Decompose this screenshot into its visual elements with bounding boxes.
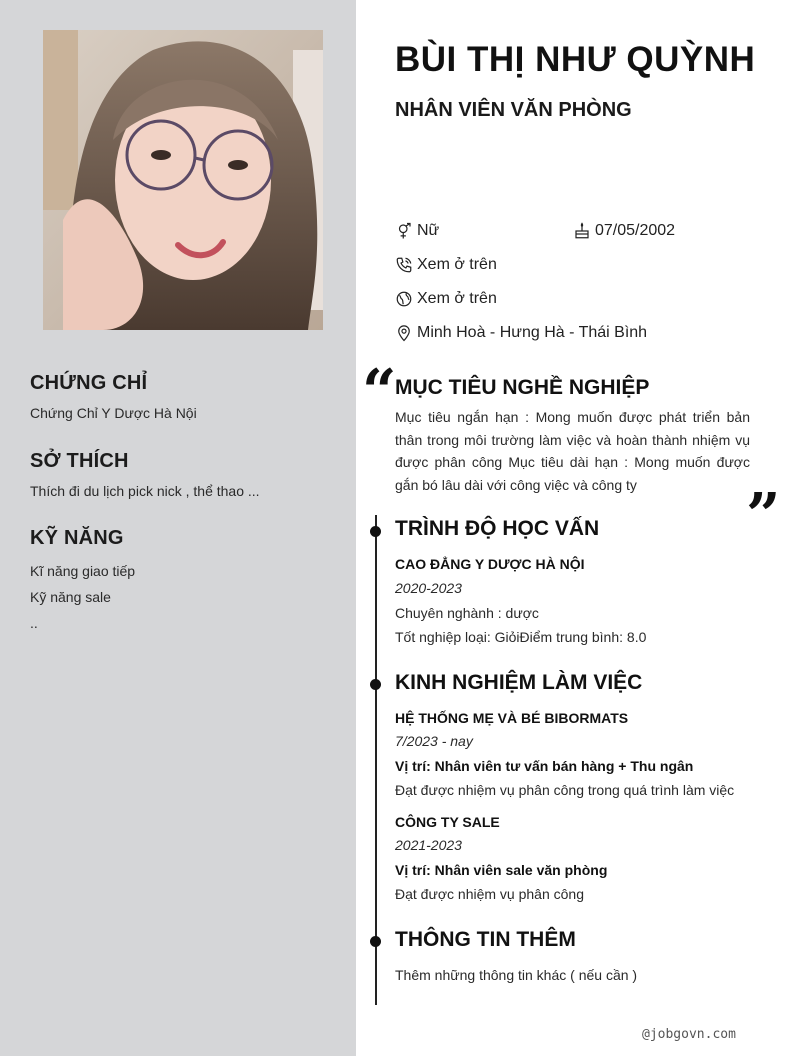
full-name: BÙI THỊ NHƯ QUỲNH [395, 40, 756, 79]
globe-icon [395, 290, 413, 308]
timeline-dot [370, 936, 381, 947]
certificates-text: Chứng Chỉ Y Dược Hà Nội [30, 405, 197, 421]
phone-icon [395, 256, 413, 274]
gender-icon [395, 222, 413, 240]
job-period: 7/2023 - nay [395, 733, 473, 749]
job-company: CÔNG TY SALE [395, 814, 500, 830]
close-quote-icon: ” [746, 481, 781, 551]
website-value: Xem ở trên [417, 290, 497, 307]
certificates-title: CHỨNG CHỈ [30, 372, 148, 394]
job-description: Đạt được nhiệm vụ phân công [395, 886, 584, 902]
footer-watermark: @jobgovn.com [642, 1027, 736, 1042]
birthday-value: 07/05/2002 [595, 222, 676, 239]
job-position: NHÂN VIÊN VĂN PHÒNG [395, 99, 632, 121]
experience-title: KINH NGHIỆM LÀM VIỆC [395, 671, 643, 694]
objective-title: MỤC TIÊU NGHỀ NGHIỆP [395, 376, 650, 399]
gender-value: Nữ [417, 222, 440, 239]
address-row [395, 322, 647, 344]
website-row [395, 288, 497, 310]
hobbies-text: Thích đi du lịch pick nick , thể thao ... [30, 483, 260, 499]
education-major: Chuyên nghành : dược [395, 605, 539, 621]
skills-title: KỸ NĂNG [30, 527, 124, 549]
cake-icon [573, 222, 591, 240]
job-period: 2021-2023 [395, 837, 462, 853]
skill-item: .. [30, 615, 38, 631]
address-value: Minh Hoà - Hưng Hà - Thái Bình [417, 324, 648, 341]
timeline-line [375, 515, 377, 1005]
gender-row [395, 220, 439, 242]
skill-item: Kĩ năng giao tiếp [30, 563, 136, 579]
timeline-dot [370, 526, 381, 537]
education-school: CAO ĐẲNG Y DƯỢC HÀ NỘI [395, 556, 585, 572]
skill-item: Kỹ năng sale [30, 589, 111, 605]
timeline-dot [370, 679, 381, 690]
birthday-row [573, 220, 675, 242]
education-grade: Tốt nghiệp loại: GiỏiĐiểm trung bình: 8.0 [395, 629, 647, 645]
open-quote-icon: “ [362, 357, 397, 427]
hobbies-title: SỞ THÍCH [30, 450, 129, 472]
job-role: Vị trí: Nhân viên sale văn phòng [395, 862, 608, 878]
job-description: Đạt được nhiệm vụ phân công trong quá trình làm việc [395, 782, 735, 798]
objective-text: Mục tiêu ngắn hạn : Mong muốn được phát triển bản thân trong môi trường làm việc và hoàn thành nhiệm vụ được phân công Mục tiêu dài hạn : Mong muốn được gắn bó lâu dài với công việc và công ty [395, 409, 750, 493]
skills-list [30, 558, 330, 636]
education-period: 2020-2023 [395, 580, 462, 596]
location-pin-icon [395, 324, 413, 342]
extra-text: Thêm những thông tin khác ( nếu cần ) [395, 967, 638, 983]
phone-row [395, 254, 497, 276]
certificates-section [30, 372, 330, 421]
sidebar [0, 0, 356, 1056]
job-company: HỆ THỐNG MẸ VÀ BÉ BIBORMATS [395, 710, 629, 726]
hobbies-section [30, 450, 330, 499]
extra-title: THÔNG TIN THÊM [395, 928, 576, 951]
phone-value: Xem ở trên [417, 256, 497, 273]
education-title: TRÌNH ĐỘ HỌC VẤN [395, 517, 600, 540]
profile-photo [43, 30, 323, 330]
job-role: Vị trí: Nhân viên tư vấn bán hàng + Thu ngân [395, 758, 694, 774]
skills-section [30, 527, 330, 636]
